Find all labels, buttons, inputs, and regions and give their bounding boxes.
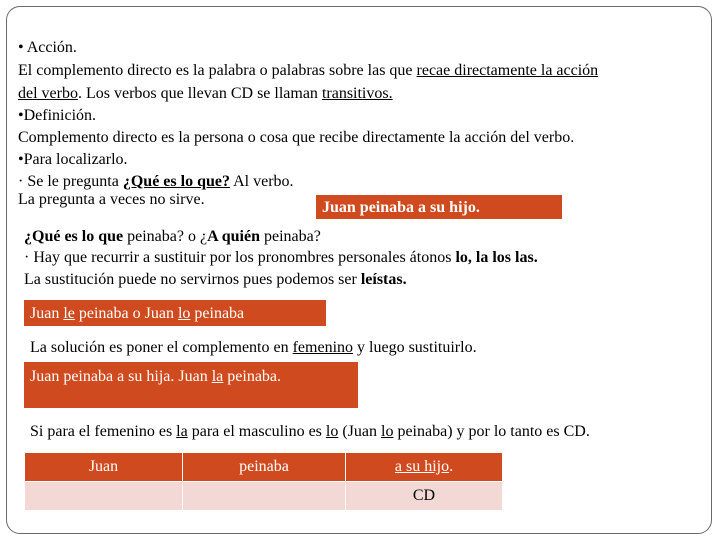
leistas-lead: La sustitución puede no servirnos pues podemos ser xyxy=(24,271,361,288)
no-sirve-text: La pregunta a veces no sirve. xyxy=(18,191,205,208)
pregunta-lead: · Se le pregunta xyxy=(18,173,123,190)
pronombres-list: lo, la los las. xyxy=(455,249,538,266)
table-object-period: . xyxy=(449,458,454,475)
leistas-word: leístas. xyxy=(360,271,407,288)
conclusion-e: (Juan xyxy=(338,423,381,440)
box2-lo: lo xyxy=(177,305,191,322)
leistas-line xyxy=(24,270,407,290)
box2-juan-1: Juan xyxy=(30,305,64,322)
box2-mid: peinaba o Juan xyxy=(74,305,178,322)
analysis-table xyxy=(24,452,503,511)
questions-mid: peinaba? o ¿ xyxy=(123,228,208,245)
table-cell-empty-2 xyxy=(183,482,346,511)
box2-tail: peinaba xyxy=(190,305,245,322)
definicion-text: Complemento directo es la persona o cosa que recibe directamente la acción del verbo. xyxy=(18,129,575,146)
box3-la: la xyxy=(211,368,224,385)
femenino-word: femenino xyxy=(292,339,354,356)
table-row xyxy=(25,482,503,511)
conclusion-lo-1: lo xyxy=(325,423,339,440)
transitivos-lead: . Los verbos que llevan CD se llaman xyxy=(77,85,322,102)
conclusion-g: peinaba) y por lo tanto es CD. xyxy=(393,423,590,440)
example-box-hija xyxy=(24,362,358,408)
solucion-tail: y luego sustituirlo. xyxy=(353,339,477,356)
table-object-text: a su hijo xyxy=(394,458,450,475)
box3-hija-text: Juan peinaba a su hija. Juan xyxy=(30,368,212,385)
a-quien: A quién xyxy=(207,228,260,245)
accion-line-2 xyxy=(18,84,393,104)
table-cell-object xyxy=(346,453,503,482)
table-cell-empty-1 xyxy=(25,482,183,511)
solucion-lead: La solución es poner el complemento en xyxy=(30,339,293,356)
conclusion-a: Si para el femenino es xyxy=(30,423,177,440)
questions-tail: peinaba? xyxy=(260,228,321,245)
table-cell-verb: peinaba xyxy=(183,453,346,482)
questions-line xyxy=(24,227,321,247)
conclusion-line xyxy=(30,422,590,442)
pregunta-tail: Al verbo. xyxy=(229,173,294,190)
pregunta-question: ¿Qué es lo que? xyxy=(122,173,230,190)
example-box-le-lo xyxy=(24,300,326,326)
accion-line-1 xyxy=(18,61,598,81)
table-cell-subject: Juan xyxy=(25,453,183,482)
box2-le: le xyxy=(63,305,75,322)
box3-tail: peinaba. xyxy=(223,368,282,385)
conclusion-c: para el masculino es xyxy=(187,423,326,440)
table-row xyxy=(25,453,503,482)
sustituir-lead: · Hay que recurrir a sustituir por los pronombres personales átonos xyxy=(24,249,456,266)
sustituir-line xyxy=(24,248,538,268)
definicion-heading: •Definición. xyxy=(18,107,97,124)
transitivos-text: transitivos. xyxy=(321,85,393,102)
solucion-line xyxy=(30,338,477,358)
conclusion-lo-2: lo xyxy=(381,423,394,440)
example-box-hijo: Juan peinaba a su hijo. xyxy=(316,195,562,219)
que-es-lo-que: ¿Qué es lo que xyxy=(24,228,124,245)
accion-underlined: recae directamente la acción xyxy=(416,62,599,79)
conclusion-la: la xyxy=(176,423,188,440)
pregunta-line xyxy=(18,172,294,192)
del-verbo-text: del verbo xyxy=(18,85,78,102)
localizar-heading: •Para localizarlo. xyxy=(18,151,128,168)
accion-text: El complemento directo es la palabra o palabras sobre las que xyxy=(18,62,417,79)
accion-heading: • Acción. xyxy=(18,39,77,56)
table-cell-cd-label: CD xyxy=(346,482,503,511)
